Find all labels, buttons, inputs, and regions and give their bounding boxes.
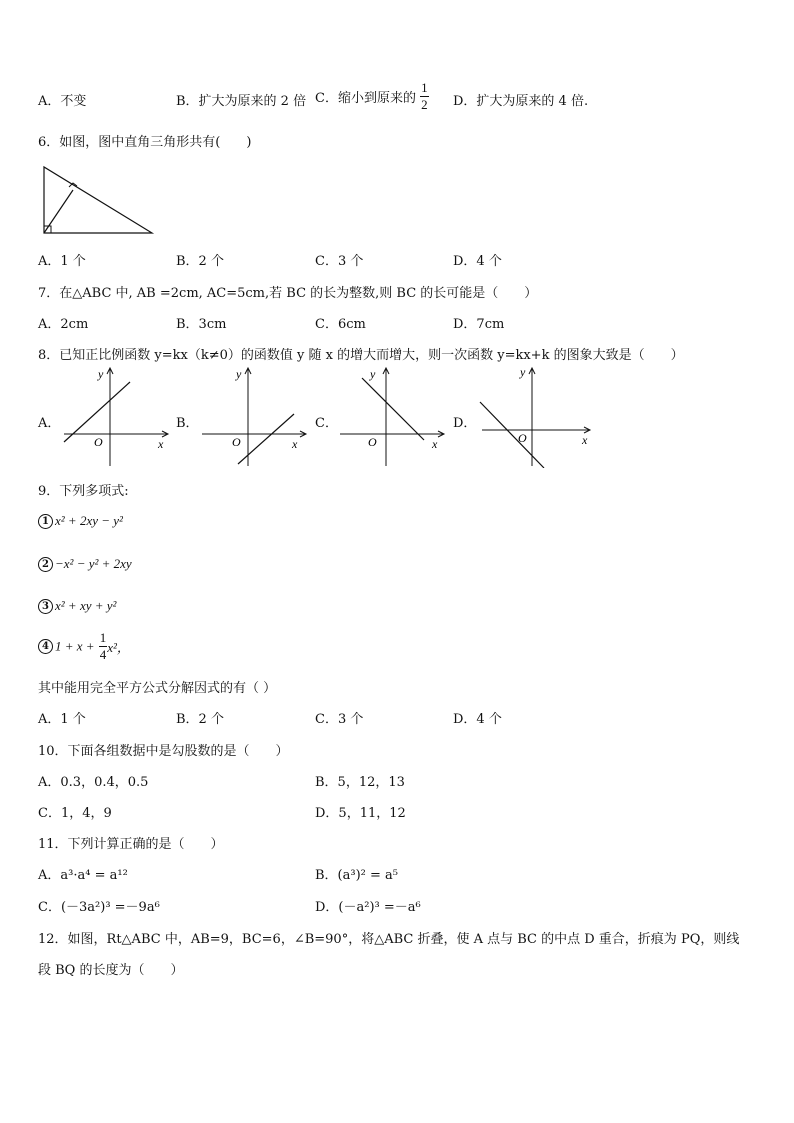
origin-label: O [368, 435, 377, 449]
q10-stem: 10．下面各组数据中是勾股数的是（ ） [38, 744, 289, 759]
q8-stem: 8．已知正比例函数 y=kx（k≠0）的函数值 y 随 x 的增大而增大，则一次函数 y=kx+k 的图象大致是（ ） [38, 348, 684, 363]
q11-option-a: A．a³·a⁴ = a¹² [38, 868, 128, 883]
q7-option-b: B．3cm [176, 317, 227, 332]
q10-option-a: A．0.3，0.4，0.5 [38, 775, 149, 790]
fraction-numerator: 1 [421, 80, 428, 95]
y-axis-label: y [370, 367, 376, 381]
origin-label: O [94, 435, 103, 449]
q5-option-c [315, 80, 429, 113]
y-axis-label: y [98, 367, 104, 381]
origin-label: O [518, 431, 527, 445]
q9-question: 其中能用完全平方公式分解因式的有（ ） [38, 681, 277, 696]
q6-option-c: C．3 个 [315, 254, 364, 269]
graph-line [480, 402, 544, 468]
q11-option-d: D．(－a²)³ =－a⁶ [315, 900, 421, 915]
q9-item-4-fraction [99, 630, 108, 663]
graph-line [238, 414, 294, 464]
q12-stem-line-2: 段 BQ 的长度为（ ） [38, 963, 184, 978]
x-axis-label: x [292, 437, 298, 451]
q8-option-b-label: B． [176, 416, 199, 431]
q6-stem: 6．如图，图中直角三角形共有( ) [38, 135, 252, 150]
q5-option-b: B．扩大为原来的 2 倍 [176, 94, 307, 109]
q5-option-c-fraction [420, 80, 429, 113]
q7-option-c: C．6cm [315, 317, 366, 332]
q6-option-b: B．2 个 [176, 254, 224, 269]
circled-number: 2 [38, 557, 53, 572]
q10-option-b: B．5，12，13 [315, 775, 405, 790]
q8-graph-b [198, 364, 310, 468]
q6-option-a: A．1 个 [38, 254, 86, 269]
q9-option-b: B．2 个 [176, 712, 224, 727]
q9-option-c: C．3 个 [315, 712, 364, 727]
y-axis-label: y [236, 367, 242, 381]
q9-item-4 [38, 630, 130, 663]
q8-option-d-label: D． [453, 416, 477, 431]
circled-number: 4 [38, 639, 53, 654]
q9-item-1-expr: x² + 2xy − y² [55, 513, 123, 528]
q9-item-3-expr: x² + xy + y² [55, 598, 117, 613]
fraction-denominator: 2 [421, 97, 428, 112]
fraction-numerator: 1 [99, 630, 107, 645]
q9-item-2-expr: −x² − y² + 2xy [55, 556, 132, 571]
q5-option-c-text: C．缩小到原来的 [315, 91, 416, 106]
q9-option-a: A．1 个 [38, 712, 86, 727]
q8-option-a-label: A． [38, 416, 61, 431]
q7-option-a: A．2cm [38, 317, 89, 332]
q5-option-a: A．不变 [38, 94, 87, 109]
q9-item-1 [38, 513, 123, 529]
q9-item-3 [38, 598, 116, 614]
q9-item-4-expr-suffix: x²， [107, 640, 130, 655]
q6-triangle-figure [40, 163, 156, 237]
q9-item-2 [38, 556, 132, 572]
q10-option-c: C．1，4，9 [38, 806, 112, 821]
triangle-altitude [44, 190, 73, 233]
q12-stem-line-1: 12．如图，Rt△ABC 中，AB=9，BC=6，∠B=90°，将△ABC 折叠，使 A 点与 BC 的中点 D 重合，折痕为 PQ，则线 [38, 932, 740, 947]
q11-option-c: C．(－3a²)³ =－9a⁶ [38, 900, 160, 915]
q10-option-d: D．5，11，12 [315, 806, 406, 821]
q7-option-d: D．7cm [453, 317, 505, 332]
y-axis-label: y [520, 365, 526, 379]
graph-line [64, 382, 130, 442]
x-axis-label: x [432, 437, 438, 451]
q11-option-b: B．(a³)² = a⁵ [315, 868, 398, 883]
q7-stem: 7．在△ABC 中, AB =2cm, AC=5cm,若 BC 的长为整数,则 BC 的长可能是（ ） [38, 286, 538, 301]
q8-graph-d [478, 364, 594, 468]
q9-option-d: D．4 个 [453, 712, 502, 727]
q6-option-d: D．4 个 [453, 254, 502, 269]
fraction-denominator: 4 [99, 647, 107, 662]
x-axis-label: x [582, 433, 588, 447]
q8-graph-c [336, 364, 448, 468]
q8-option-c-label: C． [315, 416, 338, 431]
circled-number: 1 [38, 514, 53, 529]
q9-stem: 9．下列多项式: [38, 484, 129, 499]
q5-option-d: D．扩大为原来的 4 倍. [453, 94, 589, 109]
triangle-outline [44, 167, 152, 233]
circled-number: 3 [38, 599, 53, 614]
origin-label: O [232, 435, 241, 449]
graph-line [362, 378, 424, 440]
q11-stem: 11．下列计算正确的是（ ） [38, 837, 224, 852]
q8-graph-a [60, 364, 172, 468]
x-axis-label: x [158, 437, 164, 451]
q9-item-4-expr-prefix: 1 + x + [55, 638, 95, 654]
